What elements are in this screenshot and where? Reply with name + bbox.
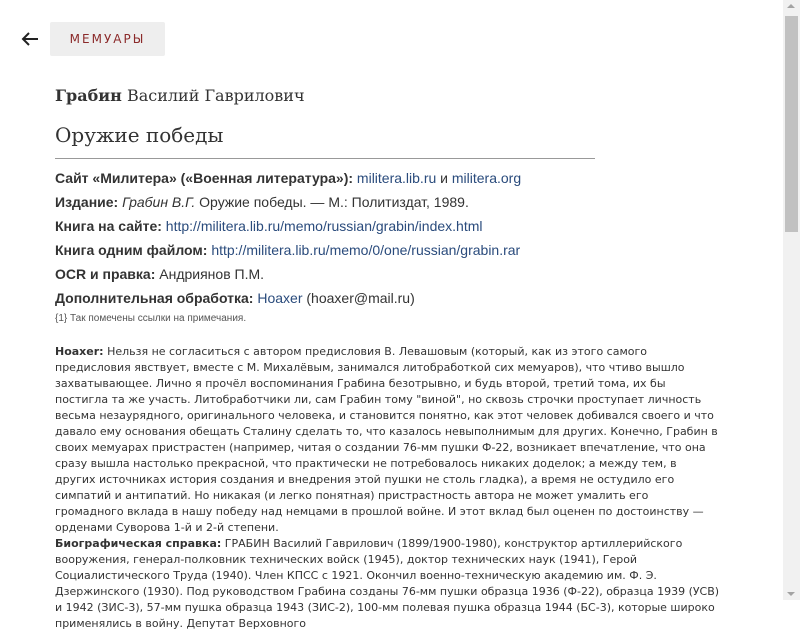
meta-extra-email: (hoaxer@mail.ru) — [306, 290, 415, 306]
link-book-file[interactable]: http://militera.lib.ru/memo/0/one/russian/grabin.rar — [211, 242, 521, 258]
author — [55, 86, 725, 106]
meta-book-site-label: Книга на сайте: — [55, 218, 162, 234]
meta-site — [55, 166, 725, 190]
arrow-left-icon — [21, 32, 39, 46]
hoaxer-label: Hoaxer: — [55, 345, 104, 358]
author-given-names: Василий Гаврилович — [126, 86, 305, 105]
meta-extra-label: Дополнительная обработка: — [55, 290, 254, 306]
bio-paragraph — [55, 536, 720, 632]
scrollbar-thumb[interactable] — [785, 16, 798, 232]
scrollbar[interactable] — [783, 0, 800, 600]
back-button[interactable] — [14, 26, 46, 52]
meta-edition — [55, 190, 725, 214]
meta-ocr-label: OCR и правка: — [55, 266, 156, 282]
book-title: Оружие победы — [55, 123, 224, 147]
link-militera-org[interactable]: militera.org — [451, 170, 522, 186]
meta-site-conj: и — [440, 170, 448, 186]
scroll-down-arrow-icon[interactable] — [787, 592, 795, 596]
author-surname: Грабин — [55, 86, 122, 105]
bio-text: ГРАБИН Василий Гаврилович (1899/1900-1980), конструктор артиллерийского вооружения, генерал-полковник технических войск (1945), доктор технических наук (1941), Герой Социалистического Труда (1940). Член КПСС с 1921. Окончил военно-техническую академию им. Ф. Э. Дзержинского (1930). Под руководством Грабина созданы 76-мм пушки образца 1936 (Ф-22), образца 1939 (УСВ) и 1942 (ЗИС-3), 57-мм пушка образца 1943 (ЗИС-2), 100-мм полевая пушка образца 1944 (БС-3), которые широко применялись в войну. Депутат Верховного — [55, 537, 720, 630]
section-tab-memoirs[interactable]: МЕМУАРЫ — [50, 22, 165, 56]
link-militera-lib-ru[interactable]: militera.lib.ru — [356, 170, 437, 186]
scroll-up-arrow-icon[interactable] — [787, 4, 795, 8]
hoaxer-text: Нельзя не согласиться с автором предисловия В. Левашовым (который, как из этого самого предисловия явствует, вместе с М. Михалёвым, занимался литобработкой сих мемуаров), что чтиво вышло захватывающее. Лично я прочёл воспоминания Грабина безотрывно, и будь второй, третий тома, их бы постигла та же участь. Литобработчики ли, сам Грабин тому "виной", но сквозь строчки проступает личность весьма незаурядного, оригинального человека, и становится понятно, как этот человек добивался своего и что давало ему основания обещать Сталину сделать то, что казалось невыполнимым для других. Конечно, Грабин в своих мемуарах пристрастен (например, читая о создании 76-мм пушки Ф-22, возникает впечатление, что она сразу вышла настолько прекрасной, что практически не потребовалось никаких доделок; а между тем, в других источниках история создания и внедрения этой пушки не столь гладка), а время не остудило его симпатий и антипатий. Но никакая (и легко понятная) пристрастность автора не может умалить его громадного вклада в нашу победу над немцами в прошлой войне. И этот вклад был оценен по достоинству — орденами Суворова 1-й и 2-й степени. — [55, 345, 718, 534]
content — [55, 80, 725, 632]
divider — [55, 158, 595, 159]
hoaxer-paragraph — [55, 344, 720, 536]
meta-ocr-value: Андриянов П.М. — [159, 266, 265, 282]
link-book-site[interactable]: http://militera.lib.ru/memo/russian/grabin/index.html — [165, 218, 483, 234]
meta-book-file-label: Книга одним файлом: — [55, 242, 208, 258]
link-hoaxer[interactable]: Hoaxer — [257, 290, 303, 306]
meta-edition-label: Издание: — [55, 194, 119, 210]
footnote-hint: {1} Так помечены ссылки на примечания. — [55, 313, 247, 324]
meta-extra — [55, 286, 725, 310]
meta-book-file — [55, 238, 725, 262]
meta-edition-rest: Оружие победы. — М.: Политиздат, 1989. — [199, 194, 469, 210]
body-text — [55, 344, 720, 632]
meta-edition-author: Грабин В.Г. — [122, 194, 196, 210]
meta-site-label: Сайт «Милитера» («Военная литература»): — [55, 170, 354, 186]
bio-label: Биографическая справка: — [55, 537, 222, 550]
meta-ocr — [55, 262, 725, 286]
meta-book-site — [55, 214, 725, 238]
